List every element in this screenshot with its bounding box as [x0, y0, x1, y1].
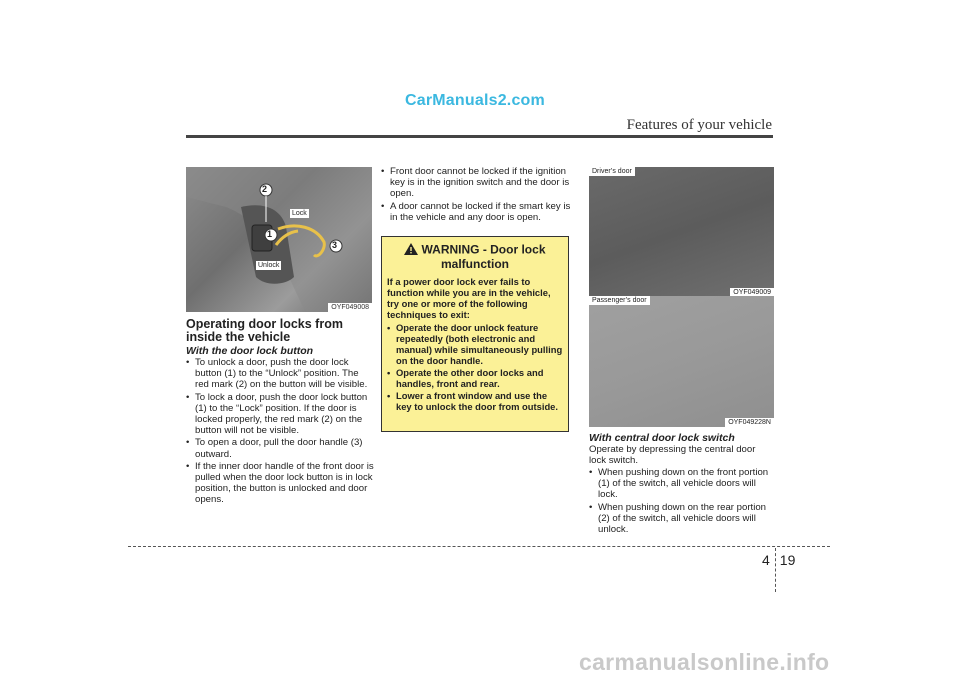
warning-box: [381, 236, 569, 432]
list-item: • To unlock a door, push the door lock button (1) to the “Unlock” position. The red mark (2) on the button will be visible.: [186, 357, 374, 391]
callout-3: 3: [332, 240, 338, 250]
warning-bullets: [387, 322, 563, 412]
list-item: • If the inner door handle of the front door is pulled when the door lock button is in lock position, the button is unlocked and door opens.: [186, 461, 374, 506]
figure-label: Passenger’s door: [589, 296, 650, 305]
door-lock-illustration: [186, 167, 372, 312]
footer-rule: [128, 546, 830, 547]
figure-code: OYF049008: [328, 303, 372, 312]
section-bullets: [186, 357, 374, 507]
callout-2: 2: [262, 184, 268, 194]
central-bullets: [589, 467, 775, 536]
col2-bullets: [381, 166, 573, 224]
page-number: [762, 552, 795, 568]
central-subtitle: With central door lock switch: [589, 432, 735, 444]
passengers-door-photo: [589, 296, 774, 427]
figure-code: OYF049009: [730, 288, 774, 297]
list-item: • A door cannot be locked if the smart key is in the vehicle and any door is open.: [381, 201, 573, 223]
door-lock-button-photo: [186, 167, 372, 312]
warning-intro: If a power door lock ever fails to function while you are in the vehicle, try one or more of the following techniques to exit:: [387, 276, 551, 320]
list-item: • To open a door, pull the door handle (3) outward.: [186, 437, 374, 459]
list-item: • Operate the door unlock feature repeatedly (both electronic and manual) while simultaneously pulling on the door handle.: [387, 322, 563, 366]
page-number-value: 19: [779, 552, 796, 568]
bottom-watermark: carmanualsonline.info: [579, 649, 830, 675]
list-item: • Lower a front window and use the key to unlock the door from outside.: [387, 390, 563, 412]
callout-1: 1: [267, 229, 273, 239]
chapter-number: 4: [762, 552, 770, 568]
warning-title: [387, 243, 563, 271]
unlock-label: Unlock: [258, 262, 280, 269]
page-header-title: Features of your vehicle: [626, 117, 772, 133]
section-subtitle: With the door lock button: [186, 345, 314, 357]
figure-label: Driver’s door: [589, 167, 635, 176]
warning-icon: [404, 243, 418, 258]
list-item: • Front door cannot be locked if the ignition key is in the ignition switch and the door is open.: [381, 166, 573, 200]
figure-code: OYF049228N: [725, 418, 774, 427]
warning-title-text: WARNING - Door lock malfunction: [421, 242, 546, 271]
header-rule: [186, 135, 773, 138]
site-watermark: CarManuals2.com: [405, 92, 545, 109]
section-heading: Operating door locks from inside the vehicle: [186, 317, 343, 344]
list-item: • When pushing down on the front portion (1) of the switch, all vehicle doors will lock.: [589, 467, 775, 501]
list-item: • To lock a door, push the door lock button (1) to the “Lock” position. If the door is locked properly, the red mark (2) on the button will not be visible.: [186, 392, 374, 437]
drivers-door-photo: [589, 167, 774, 297]
list-item: • Operate the other door locks and handles, front and rear.: [387, 367, 563, 389]
list-item: • When pushing down on the rear portion (2) of the switch, all vehicle doors will unlock.: [589, 502, 775, 536]
lock-label: Lock: [292, 210, 307, 217]
central-intro: Operate by depressing the central door lock switch.: [589, 444, 756, 467]
